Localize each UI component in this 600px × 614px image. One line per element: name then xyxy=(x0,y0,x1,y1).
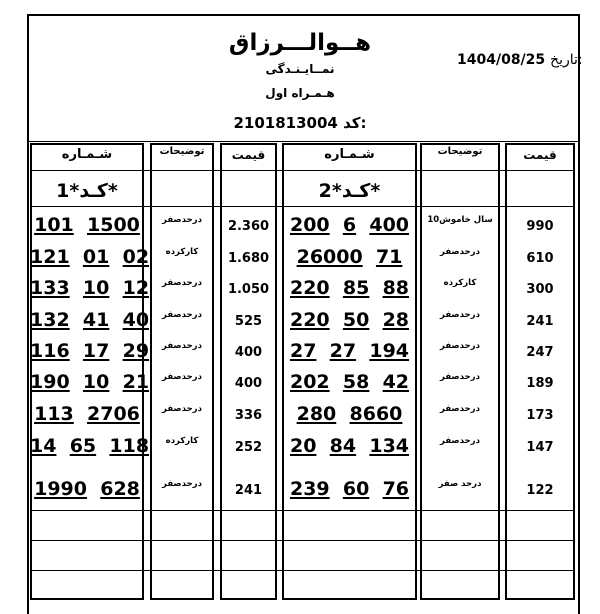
blank-row-divider xyxy=(30,540,575,541)
phone-number xyxy=(30,478,144,500)
description: درحدصفر xyxy=(162,215,202,225)
number-part: 60 xyxy=(342,478,370,500)
description: درحدصفر xyxy=(440,341,480,351)
phone-number xyxy=(30,214,144,236)
group2-price-header: قیمت xyxy=(523,148,557,162)
phone-number xyxy=(30,246,150,268)
sheet-subtitle-operator: هـمـراه اول xyxy=(265,86,335,100)
number-part: 101 xyxy=(34,214,74,236)
phone-number xyxy=(282,277,417,299)
number-part: 1990 xyxy=(34,478,87,500)
number-part: 134 xyxy=(369,435,410,457)
group1-price-header: قیمت xyxy=(231,148,266,162)
description: درحد صفر xyxy=(438,479,482,489)
sheet-date xyxy=(457,52,583,68)
number-part: 42 xyxy=(382,371,410,393)
number-part: 1500 xyxy=(87,214,140,236)
phone-number xyxy=(30,371,150,393)
description: 10سال خاموش xyxy=(427,215,493,225)
number-part: 76 xyxy=(382,478,410,500)
price: 189 xyxy=(526,376,554,391)
number-part: 132 xyxy=(30,309,70,331)
price: 2.360 xyxy=(227,219,270,234)
description: درحدصفر xyxy=(440,404,480,414)
group1-desc-header: توضیحات xyxy=(159,146,205,157)
number-part: 8660 xyxy=(349,403,403,425)
blank-row-divider xyxy=(30,510,575,511)
group2-desc-header: توضیحات xyxy=(437,146,483,157)
number-part: 10 xyxy=(82,371,110,393)
number-part: 58 xyxy=(342,371,370,393)
phone-number xyxy=(282,309,417,331)
header-divider xyxy=(27,141,580,142)
group2-price-column xyxy=(505,143,575,600)
number-part: 40 xyxy=(122,309,150,331)
price: 525 xyxy=(234,314,263,329)
number-part: 41 xyxy=(82,309,110,331)
description: کارکرده xyxy=(443,278,477,288)
number-part: 133 xyxy=(30,277,70,299)
description: درحدصفر xyxy=(162,372,202,382)
number-part: 17 xyxy=(82,340,110,362)
number-part: 84 xyxy=(329,435,357,457)
number-part: 50 xyxy=(342,309,370,331)
phone-number xyxy=(282,246,417,268)
description: درحدصفر xyxy=(440,247,480,257)
number-part: 26000 xyxy=(296,246,363,268)
price: 241 xyxy=(234,483,263,498)
number-part: 65 xyxy=(69,435,97,457)
description: درحدصفر xyxy=(162,404,202,414)
number-part: 400 xyxy=(369,214,410,236)
blank-row-divider xyxy=(30,570,575,571)
group1-code-label: کـد*1* xyxy=(56,180,118,202)
group1-number-header: شـمـاره xyxy=(61,147,113,162)
price: 122 xyxy=(526,483,554,498)
number-part: 220 xyxy=(289,309,330,331)
number-part: 220 xyxy=(289,277,330,299)
number-part: 190 xyxy=(30,371,70,393)
number-part: 10 xyxy=(82,277,110,299)
group1-price-column xyxy=(220,143,277,600)
price: 400 xyxy=(234,376,263,391)
description: درحدصفر xyxy=(162,310,202,320)
description: درحدصفر xyxy=(440,310,480,320)
phone-number xyxy=(30,435,150,457)
number-part: 200 xyxy=(289,214,330,236)
number-part: 71 xyxy=(375,246,403,268)
group2-code-label: کـد*2* xyxy=(318,180,381,202)
phone-number xyxy=(282,340,417,362)
number-part: 194 xyxy=(369,340,410,362)
description: درحدصفر xyxy=(162,278,202,288)
number-part: 116 xyxy=(30,340,70,362)
number-part: 6 xyxy=(342,214,357,236)
description: درحدصفر xyxy=(440,372,480,382)
price: 610 xyxy=(526,251,554,266)
description: درحدصفر xyxy=(440,436,480,446)
number-part: 113 xyxy=(34,403,74,425)
number-part: 239 xyxy=(289,478,330,500)
phone-number xyxy=(282,435,417,457)
number-part: 27 xyxy=(329,340,357,362)
number-part: 280 xyxy=(296,403,337,425)
number-part: 2706 xyxy=(87,403,140,425)
number-part: 628 xyxy=(100,478,140,500)
price: 400 xyxy=(234,345,263,360)
price: 1.680 xyxy=(227,251,270,266)
number-part: 121 xyxy=(30,246,70,268)
phone-number xyxy=(282,478,417,500)
phone-number xyxy=(30,403,144,425)
number-part: 28 xyxy=(382,309,410,331)
description: کارکرده xyxy=(165,436,199,446)
price: 336 xyxy=(234,408,263,423)
number-part: 21 xyxy=(122,371,150,393)
number-part: 88 xyxy=(382,277,410,299)
date-value: 1404/08/25 xyxy=(457,52,546,68)
agency-code xyxy=(0,114,600,132)
number-part: 12 xyxy=(122,277,150,299)
price: 147 xyxy=(526,440,554,455)
description: درحدصفر xyxy=(162,341,202,351)
agency-code-value: 2101813004 xyxy=(233,114,338,132)
phone-number xyxy=(282,214,417,236)
group2-number-header: شـمـاره xyxy=(324,147,375,162)
description: کارکرده xyxy=(165,247,199,257)
price: 990 xyxy=(526,219,554,234)
column-header-divider xyxy=(30,170,575,171)
number-part: 29 xyxy=(122,340,150,362)
sheet-title: هــوالـــرزاق xyxy=(228,30,372,56)
phone-number xyxy=(282,371,417,393)
code-row-divider xyxy=(30,206,575,207)
date-label: تاریخ: xyxy=(550,52,583,68)
number-part: 14 xyxy=(30,435,57,457)
price: 173 xyxy=(526,408,554,423)
phone-number xyxy=(282,403,417,425)
price: 1.050 xyxy=(227,282,270,297)
number-part: 02 xyxy=(122,246,150,268)
description: درحدصفر xyxy=(162,479,202,489)
price: 241 xyxy=(526,314,554,329)
agency-code-label: کد: xyxy=(343,114,367,132)
sheet-subtitle-agency: نمــایـنـدگی xyxy=(265,62,335,76)
number-part: 85 xyxy=(342,277,370,299)
number-part: 27 xyxy=(289,340,317,362)
phone-number xyxy=(30,340,150,362)
price: 247 xyxy=(526,345,554,360)
phone-number xyxy=(30,277,150,299)
number-part: 01 xyxy=(82,246,110,268)
number-part: 20 xyxy=(289,435,317,457)
price: 252 xyxy=(234,440,263,455)
number-part: 202 xyxy=(289,371,330,393)
number-part: 118 xyxy=(109,435,150,457)
phone-number xyxy=(30,309,150,331)
price: 300 xyxy=(526,282,554,297)
